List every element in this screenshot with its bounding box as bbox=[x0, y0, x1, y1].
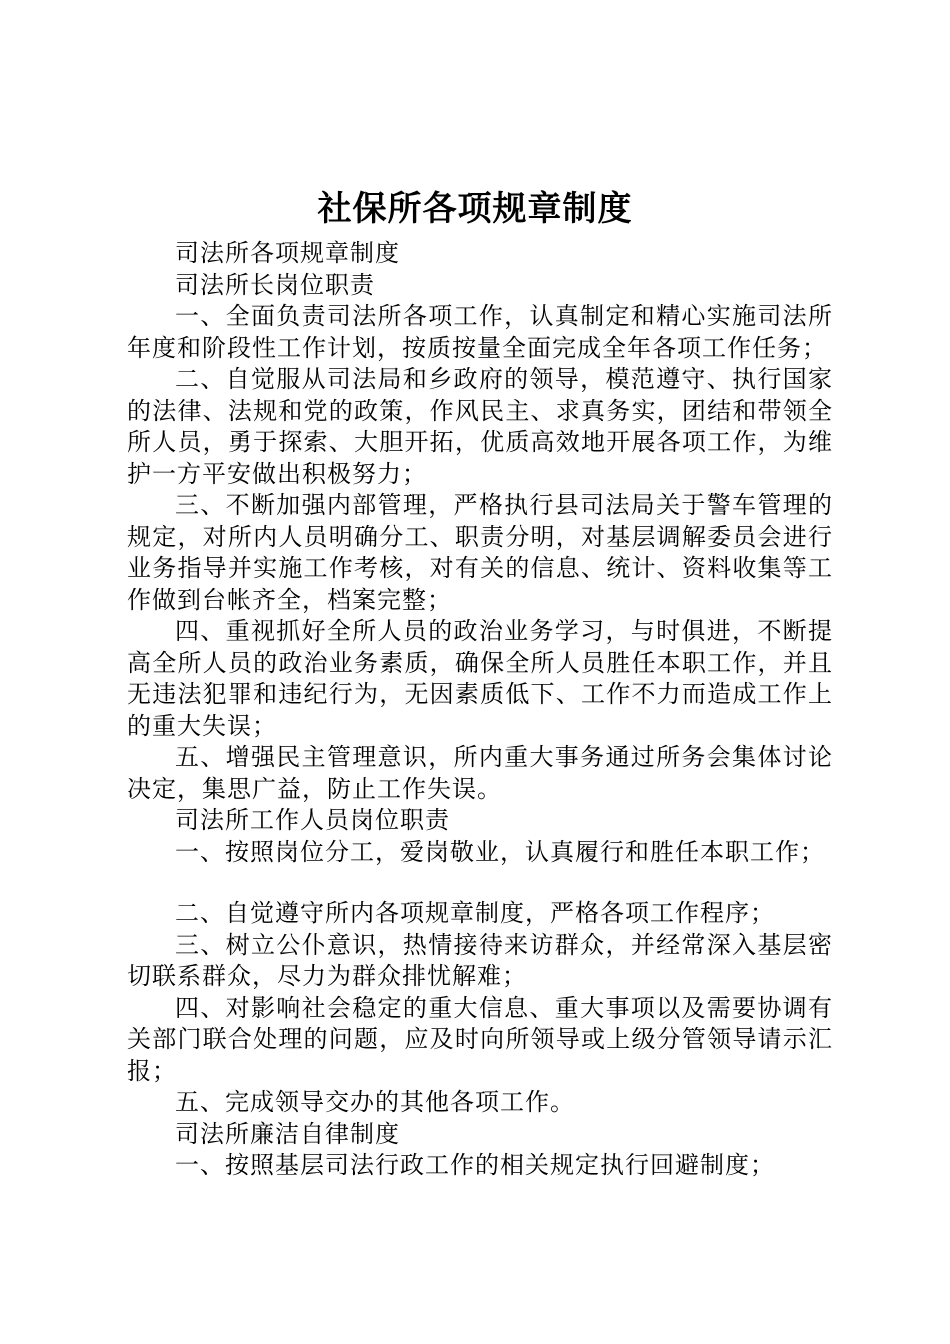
section-heading-director-duties: 司法所长岗位职责 bbox=[175, 270, 375, 299]
paragraph-staff-duty-5: 五、完成领导交办的其他各项工作。 bbox=[175, 1088, 575, 1116]
document-title: 社保所各项规章制度 bbox=[317, 189, 633, 229]
paragraph-director-duty-1: 一、全面负责司法所各项工作，认真制定和精心实施司法所年度和阶段性工作计划，按质按量全面完成全年各项工作任务； bbox=[127, 302, 833, 362]
section-heading-integrity-rules: 司法所廉洁自律制度 bbox=[175, 1119, 400, 1148]
paragraph-staff-duty-2: 二、自觉遵守所内各项规章制度，严格各项工作程序； bbox=[175, 899, 775, 927]
blank-line bbox=[127, 868, 833, 898]
paragraph-staff-duty-3: 三、树立公仆意识，热情接待来访群众，并经常深入基层密切联系群众，尽力为群众排忧解难； bbox=[127, 930, 833, 990]
section-heading-staff-duties: 司法所工作人员岗位职责 bbox=[175, 806, 450, 834]
paragraph-staff-duty-1: 一、按照岗位分工，爱岗敬业，认真履行和胜任本职工作； bbox=[175, 837, 825, 866]
paragraph-staff-duty-4: 四、对影响社会稳定的重大信息、重大事项以及需要协调有关部门联合处理的问题，应及时向所领导或上级分管领导请示汇报； bbox=[127, 993, 833, 1085]
paragraph-director-duty-2: 二、自觉服从司法局和乡政府的领导，模范遵守、执行国家的法律、法规和党的政策，作风民主、求真务实，团结和带领全所人员，勇于探索、大胆开拓，优质高效地开展各项工作，为维护一方平安做出积极努力； bbox=[127, 365, 833, 488]
paragraph-integrity-rule-1: 一、按照基层司法行政工作的相关规定执行回避制度； bbox=[175, 1151, 775, 1179]
section-heading-rules: 司法所各项规章制度 bbox=[175, 239, 400, 267]
paragraph-director-duty-4: 四、重视抓好全所人员的政治业务学习，与时俱进，不断提高全所人员的政治业务素质，确保全所人员胜任本职工作，并且无违法犯罪和违纪行为，无因素质低下、工作不力而造成工作上的重大失误； bbox=[127, 617, 833, 740]
paragraph-director-duty-3: 三、不断加强内部管理，严格执行县司法局关于警车管理的规定，对所内人员明确分工、职责分明，对基层调解委员会进行业务指导并实施工作考核，对有关的信息、统计、资料收集等工作做到台帐齐全，档案完整； bbox=[127, 491, 833, 614]
document-body bbox=[127, 238, 833, 1182]
paragraph-director-duty-5: 五、增强民主管理意识，所内重大事务通过所务会集体讨论决定，集思广益，防止工作失误。 bbox=[127, 743, 833, 803]
